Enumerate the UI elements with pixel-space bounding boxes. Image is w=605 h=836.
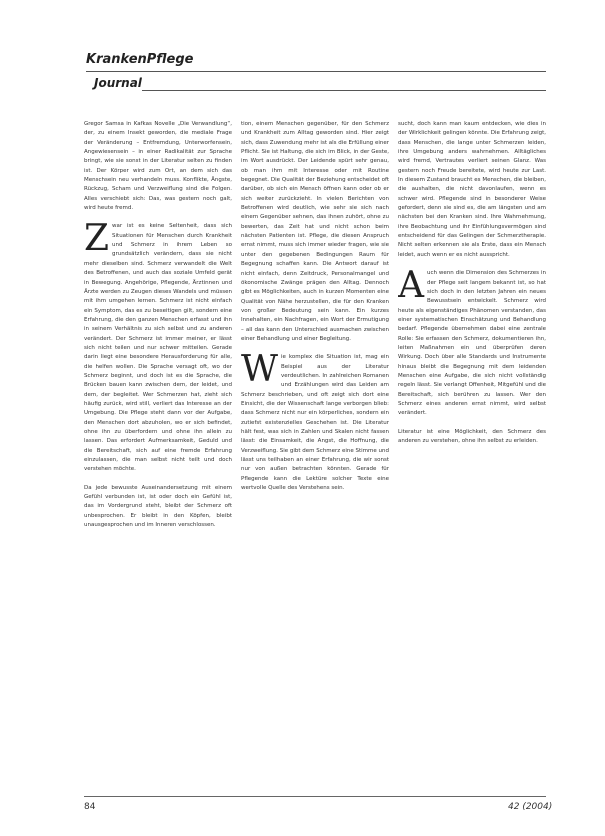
section-rule: [142, 90, 546, 91]
paragraph: [398, 265, 546, 419]
drop-cap: Z: [84, 218, 110, 260]
paragraph-text: war ist es keine Seltenheit, dass sich Situationen für Menschen durch Krankheit und Schmerz in ihrem Leben so grundsätzlich verändern, dass sie nicht mehr dieselben sind. Schmerz verwandelt die Welt des Betroffenen, und auch das soziale Umfeld gerät in Bewegung. Angehörige, Pflegende, Ärztinnen und Ärzte werden zu Zeugen dieses Wandels und müssen mit ihm umgehen lernen. Schmerz ist nicht einfach ein Symptom, das es zu beseitigen gilt, sondern eine Erfahrung, die den ganzen Menschen erfasst und ihn in seinem Verhältnis zu sich selbst und zu anderen verändert. Der Schmerz ist immer meiner, er lässt sich nicht teilen und nur schwer mitteilen. Gerade darin liegt eine besondere Herausforderung für alle, die helfen wollen. Die Sprache versagt oft, wo der Schmerz beginnt, und doch ist es die Sprache, die Brücken bauen kann zwischen dem, der leidet, und dem, der begleitet. Wer Schmerzen hat, zieht sich häufig zurück, wird still, verliert das Interesse an der Umgebung. Die Pflege steht dann vor der Aufgabe, den Menschen dort abzuholen, wo er sich befindet, ohne ihn zu überfordern und ohne ihn allein zu lassen. Das erfordert Aufmerksamkeit, Geduld und die Bereitschaft, sich auf eine fremde Erfahrung einzulassen, die man selbst nicht teilt und doch verstehen möchte.: [84, 223, 232, 473]
magazine-title: KrankenPflege: [86, 52, 194, 67]
paragraph: Literatur ist eine Möglichkeit, den Schmerz des anderen zu verstehen, ohne ihn selbst zu erleiden.: [398, 428, 546, 444]
paragraph-text: uch wenn die Dimension des Schmerzes in der Pflege seit langem bekannt ist, so hat sich doch in den letzten Jahren ein neues Bewusstsein entwickelt. Schmerz wird heute als eigenständiges Phänomen verstanden, das einer systematischen Einschätzung und Behandlung bedarf. Pflegende übernehmen dabei eine zentrale Rolle: Sie erfassen den Schmerz, dokumentieren ihn, leiten Maßnahmen ein und überprüfen deren Wirkung. Doch über alle Standards und Instrumente hinaus bleibt die Begegnung mit dem leidenden Menschen eine Aufgabe, die sich nicht vollständig regeln lässt. Sie verlangt Offenheit, Mitgefühl und die Bereitschaft, sich berühren zu lassen. Wer den Schmerz eines anderen ernst nimmt, wird selbst verändert.: [398, 270, 546, 417]
paragraph: Gregor Samsa in Kafkas Novelle „Die Verwandlung“, der, zu einem Insekt geworden, die mediale Frage der Veränderung – Entfremdung, Unterworfensein, Angewiesensein – in einer Radikalität zur Sprache bringt, wie sie sonst in der Literatur selten zu finden ist. Der Körper wird zum Ort, an dem sich das Menschsein neu verhandeln muss. Konflikte, Ängste, Rückzug, Scham und Verzweiflung sind die Folgen. Alles verschiebt sich: Das, was gestern noch galt, wird heute fremd.: [84, 121, 232, 212]
journal-header: [86, 52, 566, 102]
page-number: 84: [84, 802, 96, 812]
section-title: Journal: [94, 76, 142, 90]
paragraph: sucht, doch kann man kaum entdecken, wie dies in der Wirklichkeit gelingen könnte. Die Erfahrung zeigt, dass Menschen, die lange unter Schmerzen leiden, ihre Umgebung anders wahrnehmen. Alltägliches wird fremd, Vertrautes verliert seinen Glanz. Was gestern noch Freude bereitete, wird heute zur Last. In diesem Zustand braucht es Menschen, die bleiben, die aushalten, die nicht davonlaufen, wenn es schwer wird. Pflegende sind in besonderer Weise gefordert, denn sie sind es, die am längsten und am nächsten bei den Kranken sind. Ihre Wahrnehmung, ihre Beobachtung und ihr Einfühlungsvermögen sind entscheidend für das Gelingen der Schmerztherapie. Nicht selten erkennen sie als Erste, dass ein Mensch leidet, auch wenn er es nicht ausspricht.: [398, 121, 546, 258]
header-rule: [86, 71, 546, 72]
paragraph: [241, 349, 389, 493]
paragraph-text: ie komplex die Situation ist, mag ein Beispiel aus der Literatur verdeutlichen. In zahlreichen Romanen und Erzählungen wird das Leiden am Schmerz beschrieben, und oft zeigt sich dort eine Einsicht, die der Wissenschaft lange verborgen blieb: dass Schmerz nicht nur ein körperliches, sondern ein zutiefst existenzielles Geschehen ist. Die Literatur hält fest, was sich in Zahlen und Skalen nicht fassen lässt: die Einsamkeit, die Angst, die Hoffnung, die Verzweiflung. Sie gibt dem Schmerz eine Stimme und lässt uns teilhaben an einer Erfahrung, die wir sonst nur von außen betrachten könnten. Gerade für Pflegende kann die Lektüre solcher Texte eine wertvolle Quelle des Verstehens sein.: [241, 354, 389, 492]
drop-cap: W: [241, 349, 279, 391]
drop-cap: A: [398, 265, 424, 307]
column-3: [398, 120, 546, 785]
paragraph: tion, einem Menschen gegenüber, für den Schmerz und Krankheit zum Alltag geworden sind. Hier zeigt sich, dass Zuwendung mehr ist als die Erfüllung einer Pflicht. Sie ist Haltung, die sich im Blick, in der Geste, im Wort ausdrückt. Der Leidende spürt sehr genau, ob man ihm mit Interesse oder mit Routine begegnet. Die Qualität der Beziehung entscheidet oft darüber, ob sich ein Mensch öffnen kann oder ob er sich weiter zurückzieht. In vielen Berichten von Betroffenen wird deutlich, wie sehr sie sich nach einem Gegenüber sehnen, das ihnen zuhört, ohne zu bewerten, das Zeit hat und nicht schon beim nächsten Patienten ist. Pflege, die diesen Anspruch ernst nimmt, muss sich immer wieder fragen, wie sie unter den gegebenen Bedingungen Raum für Begegnung schaffen kann. Die Antwort darauf ist nicht einfach, denn Zeitdruck, Personalmangel und ökonomische Zwänge prägen den Alltag. Dennoch gibt es Möglichkeiten, auch in kurzen Momenten eine Qualität von Nähe herzustellen, die für den Kranken von großer Bedeutung sein kann. Ein kurzes Innehalten, ein Nachfragen, ein Wort der Ermutigung – all das kann den Unterschied ausmachen zwischen einer Behandlung und einer Begleitung.: [241, 121, 389, 342]
column-2: [241, 120, 389, 785]
article-body: [84, 120, 546, 785]
paragraph: [84, 218, 232, 474]
issue-number: 42 (2004): [508, 802, 553, 812]
column-1: [84, 120, 232, 785]
footer-rule: [84, 796, 546, 797]
paragraph: Da jede bewusste Auseinandersetzung mit einem Gefühl verbunden ist, ist oder doch ein Gefühl ist, das im Vordergrund steht, bleibt der Schmerz oft unbesprochen. Er bleibt in den Köpfen, bleibt unausgesprochen und im Inneren verschlossen.: [84, 484, 232, 529]
